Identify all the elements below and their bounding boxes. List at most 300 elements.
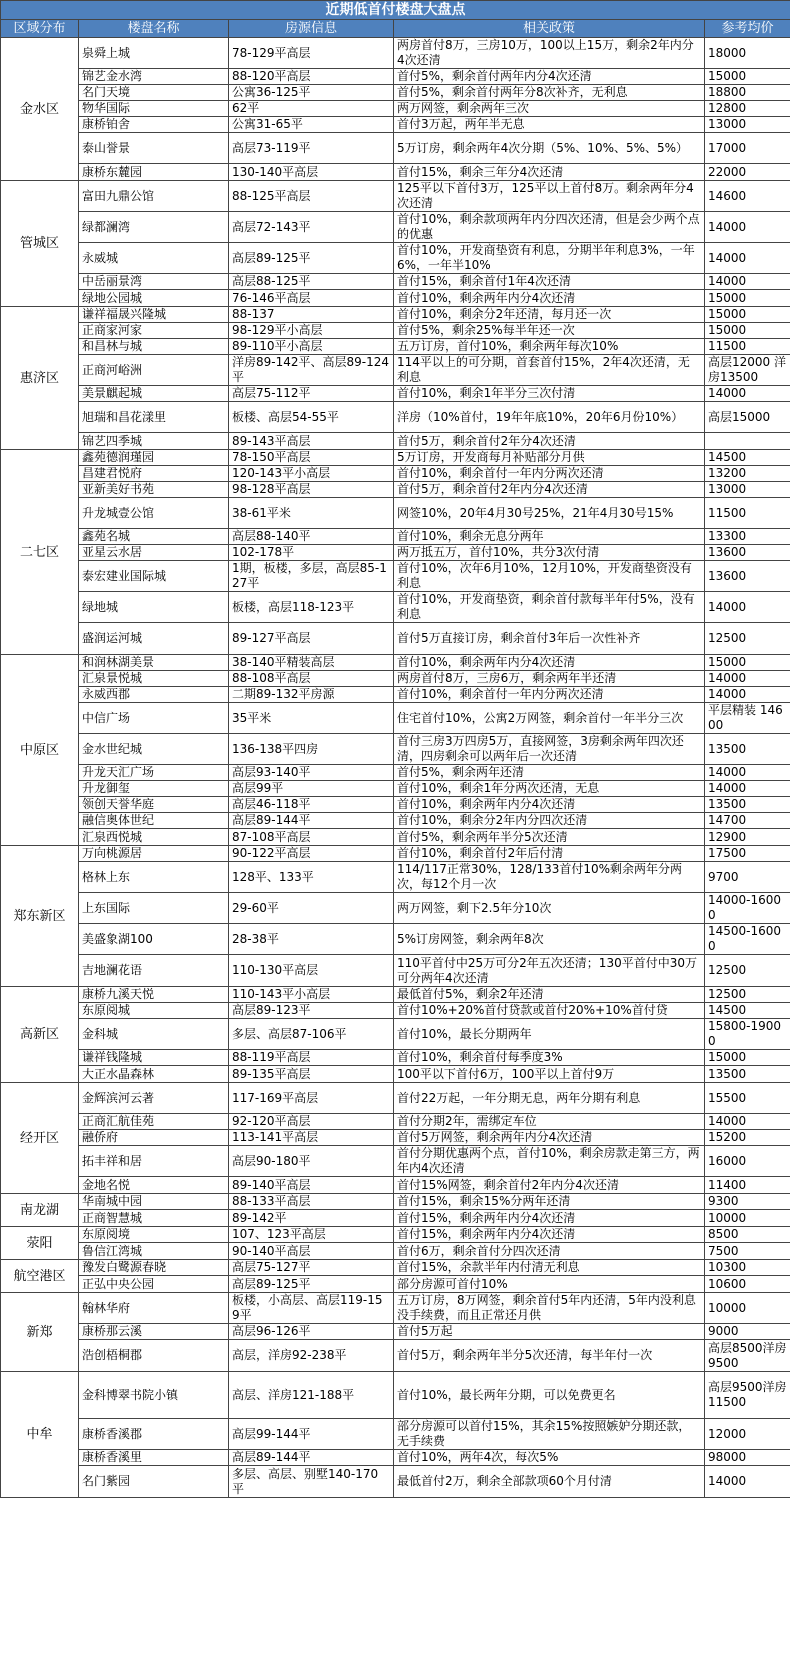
name-cell: 绿都澜湾	[79, 212, 229, 243]
price-cell: 12500	[705, 623, 790, 655]
table-row	[1, 1050, 790, 1066]
price-cell: 高层9500洋房11500	[705, 1372, 790, 1419]
policy-cell: 首付5%，剩余两年还清	[394, 765, 705, 781]
policy-cell: 住宅首付10%，公寓2万网签，剩余首付一年半分三次	[394, 703, 705, 734]
policy-cell: 部分房源可首付10%	[394, 1276, 705, 1293]
table-row	[1, 1114, 790, 1130]
price-cell: 9300	[705, 1194, 790, 1210]
policy-cell: 首付6万，剩余首付分四次还清	[394, 1243, 705, 1260]
policy-cell: 5万订房，剩余两年4次分期（5%、10%、5%、5%）	[394, 133, 705, 164]
name-cell: 永威西郡	[79, 687, 229, 703]
price-cell: 15000	[705, 323, 790, 339]
name-cell: 泉舜上城	[79, 38, 229, 69]
price-cell: 14000	[705, 687, 790, 703]
policy-cell: 首付10%，剩余分2年还清，每月还一次	[394, 307, 705, 323]
table-row	[1, 274, 790, 290]
price-cell: 10300	[705, 1260, 790, 1276]
name-cell: 汇泉西悦城	[79, 829, 229, 846]
name-cell: 金地名悦	[79, 1177, 229, 1194]
price-cell: 14000	[705, 592, 790, 623]
header-row	[1, 20, 790, 38]
table-row	[1, 561, 790, 592]
policy-cell: 首付5万网签，剩余两年内分4次还清	[394, 1130, 705, 1146]
price-cell: 11500	[705, 339, 790, 355]
table-row	[1, 1194, 790, 1210]
policy-cell: 首付3万起，两年半无息	[394, 117, 705, 133]
price-cell: 9700	[705, 862, 790, 893]
policy-cell: 首付10%，剩余两年内分4次还清	[394, 655, 705, 671]
name-cell: 泰山誉景	[79, 133, 229, 164]
name-cell: 汇泉景悦城	[79, 671, 229, 687]
table-row	[1, 243, 790, 274]
table-row	[1, 498, 790, 529]
policy-cell: 114/117正常30%，128/133首付10%剩余两年分两次，每12个月一次	[394, 862, 705, 893]
info-cell: 102-178平	[229, 545, 394, 561]
name-cell: 康桥东麓园	[79, 164, 229, 181]
table-row	[1, 69, 790, 85]
info-cell: 120-143平小高层	[229, 466, 394, 482]
policy-cell: 首付5%，剩余25%每半年还一次	[394, 323, 705, 339]
price-cell: 高层15000	[705, 402, 790, 433]
district-cell: 航空港区	[1, 1260, 79, 1293]
price-cell: 13600	[705, 561, 790, 592]
price-cell: 14000	[705, 212, 790, 243]
policy-cell: 首付22万起，一年分期无息，两年分期有利息	[394, 1083, 705, 1114]
policy-cell: 首付10%，两年4次，每次5%	[394, 1450, 705, 1466]
name-cell: 富田九鼎公馆	[79, 181, 229, 212]
header-info: 房源信息	[229, 20, 394, 38]
price-cell: 15000	[705, 307, 790, 323]
price-cell: 12500	[705, 955, 790, 987]
policy-cell: 首付15%，剩余15%分两年还清	[394, 1194, 705, 1210]
info-cell: 89-135平高层	[229, 1066, 394, 1083]
name-cell: 正商河峪洲	[79, 355, 229, 386]
info-cell: 130-140平高层	[229, 164, 394, 181]
price-cell: 15000	[705, 655, 790, 671]
name-cell: 融信奥体世纪	[79, 813, 229, 829]
name-cell: 康桥香溪里	[79, 1450, 229, 1466]
price-cell: 13200	[705, 466, 790, 482]
table-title: 近期低首付楼盘大盘点	[1, 1, 790, 20]
info-cell: 90-122平高层	[229, 846, 394, 862]
policy-cell: 网签10%，20年4月30号25%，21年4月30号15%	[394, 498, 705, 529]
table-row	[1, 1450, 790, 1466]
name-cell: 亚新美好书苑	[79, 482, 229, 498]
info-cell: 高层72-143平	[229, 212, 394, 243]
name-cell: 鑫苑名城	[79, 529, 229, 545]
price-cell: 17000	[705, 133, 790, 164]
info-cell: 110-130平高层	[229, 955, 394, 987]
info-cell: 高层99平	[229, 781, 394, 797]
table-row	[1, 1260, 790, 1276]
policy-cell: 首付10%，剩余两年内分4次还清	[394, 290, 705, 307]
price-cell: 13500	[705, 734, 790, 765]
district-cell: 二七区	[1, 450, 79, 655]
info-cell: 高层73-119平	[229, 133, 394, 164]
title-row	[1, 1, 790, 20]
info-cell: 28-38平	[229, 924, 394, 955]
table-body	[1, 38, 790, 1498]
policy-cell: 首付10%，剩余款项两年内分四次还清，但是会少两个点的优惠	[394, 212, 705, 243]
policy-cell: 首付10%，最长分期两年	[394, 1019, 705, 1050]
header-price: 参考均价	[705, 20, 790, 38]
info-cell: 98-129平小高层	[229, 323, 394, 339]
name-cell: 金辉滨河云著	[79, 1083, 229, 1114]
policy-cell: 首付10%，剩余无息分两年	[394, 529, 705, 545]
policy-cell: 首付10%，剩余首付一年内分两次还清	[394, 687, 705, 703]
name-cell: 升龙天汇广场	[79, 765, 229, 781]
table-row	[1, 117, 790, 133]
price-cell: 14600	[705, 181, 790, 212]
table-row	[1, 181, 790, 212]
price-cell: 13000	[705, 482, 790, 498]
table-row	[1, 1130, 790, 1146]
table-row	[1, 1210, 790, 1227]
price-cell: 14000	[705, 386, 790, 402]
district-cell: 管城区	[1, 181, 79, 307]
price-cell: 14500	[705, 450, 790, 466]
name-cell: 锦艺四季城	[79, 433, 229, 450]
policy-cell: 首付15%，余款半年内付清无利息	[394, 1260, 705, 1276]
name-cell: 昌建君悦府	[79, 466, 229, 482]
info-cell: 76-146平高层	[229, 290, 394, 307]
name-cell: 和昌林与城	[79, 339, 229, 355]
policy-cell: 最低首付5%，剩余2年还清	[394, 987, 705, 1003]
name-cell: 谦祥福晟兴隆城	[79, 307, 229, 323]
policy-cell: 首付15%，剩余三年分4次还清	[394, 164, 705, 181]
info-cell: 1期，板楼，多层，高层85-127平	[229, 561, 394, 592]
table-row	[1, 592, 790, 623]
price-cell: 12800	[705, 101, 790, 117]
policy-cell: 两房首付8万，三房6万，剩余两年半还清	[394, 671, 705, 687]
info-cell: 板楼，高层118-123平	[229, 592, 394, 623]
table-row	[1, 85, 790, 101]
price-cell: 10600	[705, 1276, 790, 1293]
policy-cell: 首付5%，剩余首付两年内分4次还清	[394, 69, 705, 85]
info-cell: 二期89-132平房源	[229, 687, 394, 703]
table-row	[1, 987, 790, 1003]
info-cell: 公寓31-65平	[229, 117, 394, 133]
table-row	[1, 433, 790, 450]
policy-cell: 首付5%，剩余两年半分5次还清	[394, 829, 705, 846]
table-row	[1, 955, 790, 987]
table-row	[1, 386, 790, 402]
table-row	[1, 1276, 790, 1293]
table-row	[1, 133, 790, 164]
info-cell: 高层89-125平	[229, 1276, 394, 1293]
info-cell: 29-60平	[229, 893, 394, 924]
info-cell: 89-110平小高层	[229, 339, 394, 355]
price-cell: 7500	[705, 1243, 790, 1260]
price-cell: 9000	[705, 1324, 790, 1340]
price-cell: 14000	[705, 765, 790, 781]
name-cell: 浩创梧桐郡	[79, 1340, 229, 1372]
table-row	[1, 1177, 790, 1194]
price-cell: 14000	[705, 243, 790, 274]
info-cell: 107、123平高层	[229, 1227, 394, 1243]
price-cell: 15000	[705, 290, 790, 307]
name-cell: 万向桃源居	[79, 846, 229, 862]
table-row	[1, 38, 790, 69]
price-cell: 高层8500洋房9500	[705, 1340, 790, 1372]
policy-cell: 首付5万直接订房，剩余首付3年后一次性补齐	[394, 623, 705, 655]
info-cell: 高层89-144平	[229, 813, 394, 829]
header-policy: 相关政策	[394, 20, 705, 38]
table-row	[1, 1324, 790, 1340]
table-row	[1, 290, 790, 307]
policy-cell: 部分房源可以首付15%，其余15%按照嫉妒分期还款，无手续费	[394, 1419, 705, 1450]
name-cell: 和润林湖美景	[79, 655, 229, 671]
price-cell: 11400	[705, 1177, 790, 1194]
info-cell: 88-120平高层	[229, 69, 394, 85]
price-cell: 14000	[705, 1114, 790, 1130]
policy-cell: 首付分期2年，需绑定车位	[394, 1114, 705, 1130]
table-row	[1, 450, 790, 466]
price-cell: 高层12000 洋房13500	[705, 355, 790, 386]
price-cell: 22000	[705, 164, 790, 181]
price-cell: 16000	[705, 1146, 790, 1177]
policy-cell: 首付10%，剩余首付每季度3%	[394, 1050, 705, 1066]
price-cell: 10000	[705, 1210, 790, 1227]
price-cell: 8500	[705, 1227, 790, 1243]
name-cell: 融侨府	[79, 1130, 229, 1146]
table-row	[1, 101, 790, 117]
info-cell: 板楼、高层54-55平	[229, 402, 394, 433]
price-cell: 12500	[705, 987, 790, 1003]
info-cell: 高层、洋房121-188平	[229, 1372, 394, 1419]
table-row	[1, 1227, 790, 1243]
policy-cell: 两万网签，剩余两年三次	[394, 101, 705, 117]
price-cell: 15000	[705, 69, 790, 85]
district-cell: 经开区	[1, 1083, 79, 1194]
info-cell: 高层96-126平	[229, 1324, 394, 1340]
policy-cell: 首付15%，剩余首付1年4次还清	[394, 274, 705, 290]
policy-cell: 首付5万，剩余首付2年内分4次还清	[394, 482, 705, 498]
price-cell: 14000	[705, 1466, 790, 1498]
info-cell: 高层88-140平	[229, 529, 394, 545]
table-row	[1, 1419, 790, 1450]
table-row	[1, 1243, 790, 1260]
info-cell: 136-138平四房	[229, 734, 394, 765]
table-row	[1, 212, 790, 243]
name-cell: 绿地城	[79, 592, 229, 623]
name-cell: 大正水晶森林	[79, 1066, 229, 1083]
price-cell: 14700	[705, 813, 790, 829]
info-cell: 88-108平高层	[229, 671, 394, 687]
name-cell: 东原阅城	[79, 1003, 229, 1019]
table-row	[1, 1340, 790, 1372]
table-row	[1, 1083, 790, 1114]
price-cell: 17500	[705, 846, 790, 862]
table-row	[1, 765, 790, 781]
price-cell: 18000	[705, 38, 790, 69]
info-cell: 高层93-140平	[229, 765, 394, 781]
name-cell: 正弘中央公园	[79, 1276, 229, 1293]
district-cell: 新郑	[1, 1293, 79, 1372]
district-cell: 郑东新区	[1, 846, 79, 987]
policy-cell: 5万订房，开发商每月补贴部分月供	[394, 450, 705, 466]
name-cell: 领创天誉华庭	[79, 797, 229, 813]
policy-cell: 首付10%，剩余1年半分三次付清	[394, 386, 705, 402]
policy-cell: 首付10%，剩余1年分两次还清，无息	[394, 781, 705, 797]
info-cell: 公寓36-125平	[229, 85, 394, 101]
name-cell: 上东国际	[79, 893, 229, 924]
price-cell: 14000	[705, 671, 790, 687]
table-row	[1, 797, 790, 813]
price-cell: 13300	[705, 529, 790, 545]
name-cell: 绿地公园城	[79, 290, 229, 307]
info-cell: 87-108平高层	[229, 829, 394, 846]
policy-cell: 125平以下首付3万，125平以上首付8万。剩余两年分4次还清	[394, 181, 705, 212]
info-cell: 38-140平精装高层	[229, 655, 394, 671]
info-cell: 90-140平高层	[229, 1243, 394, 1260]
info-cell: 多层、高层87-106平	[229, 1019, 394, 1050]
info-cell: 高层99-144平	[229, 1419, 394, 1450]
policy-cell: 110平首付中25万可分2年五次还清；130平首付中30万可分两年4次还清	[394, 955, 705, 987]
table-row	[1, 545, 790, 561]
table-row	[1, 846, 790, 862]
info-cell: 117-169平高层	[229, 1083, 394, 1114]
price-cell: 12000	[705, 1419, 790, 1450]
info-cell: 88-133平高层	[229, 1194, 394, 1210]
name-cell: 康桥那云溪	[79, 1324, 229, 1340]
name-cell: 吉地澜花语	[79, 955, 229, 987]
price-cell: 15500	[705, 1083, 790, 1114]
table-row	[1, 924, 790, 955]
price-cell: 98000	[705, 1450, 790, 1466]
info-cell: 高层89-144平	[229, 1450, 394, 1466]
name-cell: 翰林华府	[79, 1293, 229, 1324]
name-cell: 亚星云水居	[79, 545, 229, 561]
price-cell: 10000	[705, 1293, 790, 1324]
policy-cell: 首付10%，开发商垫资有利息，分期半年利息3%，一年6%，一年半10%	[394, 243, 705, 274]
table-row	[1, 893, 790, 924]
name-cell: 康桥铂舍	[79, 117, 229, 133]
table-row	[1, 829, 790, 846]
policy-cell: 首付10%+20%首付贷款或首付20%+10%首付贷	[394, 1003, 705, 1019]
policy-cell: 5%订房网签，剩余两年8次	[394, 924, 705, 955]
price-cell: 13500	[705, 797, 790, 813]
policy-cell: 首付10%，剩余两年内分4次还清	[394, 797, 705, 813]
policy-cell: 首付10%，剩余首付一年内分两次还清	[394, 466, 705, 482]
table-row	[1, 1293, 790, 1324]
policy-cell: 首付15%，剩余两年内分4次还清	[394, 1210, 705, 1227]
info-cell: 高层89-125平	[229, 243, 394, 274]
table-row	[1, 307, 790, 323]
table-row	[1, 671, 790, 687]
name-cell: 升龙城壹公馆	[79, 498, 229, 529]
district-cell: 惠济区	[1, 307, 79, 450]
price-cell	[705, 433, 790, 450]
district-cell: 中牟	[1, 1372, 79, 1498]
info-cell: 高层，洋房92-238平	[229, 1340, 394, 1372]
info-cell: 38-61平米	[229, 498, 394, 529]
price-cell: 15800-19000	[705, 1019, 790, 1050]
name-cell: 拓丰祥和居	[79, 1146, 229, 1177]
name-cell: 名门天境	[79, 85, 229, 101]
info-cell: 89-143平高层	[229, 433, 394, 450]
price-cell: 14000-16000	[705, 893, 790, 924]
policy-cell: 两房首付8万，三房10万，100以上15万，剩余2年内分4次还清	[394, 38, 705, 69]
price-cell: 13600	[705, 545, 790, 561]
table-row	[1, 781, 790, 797]
info-cell: 78-129平高层	[229, 38, 394, 69]
policy-cell: 首付15%网签，剩余首付2年内分4次还清	[394, 1177, 705, 1194]
name-cell: 锦艺金水湾	[79, 69, 229, 85]
price-cell: 14000	[705, 274, 790, 290]
table-row	[1, 482, 790, 498]
info-cell: 高层88-125平	[229, 274, 394, 290]
name-cell: 中岳丽景湾	[79, 274, 229, 290]
price-cell: 11500	[705, 498, 790, 529]
name-cell: 东原阅境	[79, 1227, 229, 1243]
name-cell: 正商智慧城	[79, 1210, 229, 1227]
policy-cell: 首付10%，最长两年分期，可以免费更名	[394, 1372, 705, 1419]
name-cell: 金水世纪城	[79, 734, 229, 765]
name-cell: 格林上东	[79, 862, 229, 893]
policy-cell: 五万订房，首付10%，剩余两年每次10%	[394, 339, 705, 355]
district-cell: 高新区	[1, 987, 79, 1083]
policy-cell: 首付5万，剩余两年半分5次还清，每半年付一次	[394, 1340, 705, 1372]
policy-cell: 五万订房，8万网签，剩余首付5年内还清，5年内没利息没手续费，而且正常还月供	[394, 1293, 705, 1324]
table-row	[1, 703, 790, 734]
table-row	[1, 862, 790, 893]
district-cell: 金水区	[1, 38, 79, 181]
info-cell: 35平米	[229, 703, 394, 734]
table-row	[1, 813, 790, 829]
policy-cell: 首付10%，剩余分2年内分四次还清	[394, 813, 705, 829]
district-cell: 荥阳	[1, 1227, 79, 1260]
policy-cell: 最低首付2万，剩余全部款项60个月付清	[394, 1466, 705, 1498]
price-cell: 18800	[705, 85, 790, 101]
table-row	[1, 1003, 790, 1019]
table-row	[1, 402, 790, 433]
info-cell: 113-141平高层	[229, 1130, 394, 1146]
name-cell: 美景麒起城	[79, 386, 229, 402]
name-cell: 盛润运河城	[79, 623, 229, 655]
price-cell: 13000	[705, 117, 790, 133]
price-cell: 13500	[705, 1066, 790, 1083]
name-cell: 金科城	[79, 1019, 229, 1050]
table-row	[1, 339, 790, 355]
price-cell: 14000	[705, 781, 790, 797]
info-cell: 62平	[229, 101, 394, 117]
info-cell: 多层、高层、别墅140-170平	[229, 1466, 394, 1498]
info-cell: 高层46-118平	[229, 797, 394, 813]
policy-cell: 首付分期优惠两个点，首付10%，剩余房款走第三方，两年内4次还清	[394, 1146, 705, 1177]
header-name: 楼盘名称	[79, 20, 229, 38]
price-cell: 平层精装 14600	[705, 703, 790, 734]
district-cell: 南龙湖	[1, 1194, 79, 1227]
table-row	[1, 529, 790, 545]
policy-cell: 首付5万起	[394, 1324, 705, 1340]
policy-cell: 两万抵五万，首付10%，共分3次付清	[394, 545, 705, 561]
name-cell: 康桥香溪郡	[79, 1419, 229, 1450]
info-cell: 高层89-123平	[229, 1003, 394, 1019]
header-district: 区域分布	[1, 20, 79, 38]
name-cell: 华南城中园	[79, 1194, 229, 1210]
price-cell: 14500	[705, 1003, 790, 1019]
name-cell: 中信广场	[79, 703, 229, 734]
table-row	[1, 1019, 790, 1050]
policy-cell: 首付10%，开发商垫资，剩余首付款每半年付5%，没有利息	[394, 592, 705, 623]
info-cell: 92-120平高层	[229, 1114, 394, 1130]
policy-cell: 首付5%，剩余首付两年分8次补齐，无利息	[394, 85, 705, 101]
price-cell: 12900	[705, 829, 790, 846]
policy-cell: 两万网签，剩下2.5年分10次	[394, 893, 705, 924]
info-cell: 89-142平	[229, 1210, 394, 1227]
name-cell: 豫发白鹭源春晓	[79, 1260, 229, 1276]
